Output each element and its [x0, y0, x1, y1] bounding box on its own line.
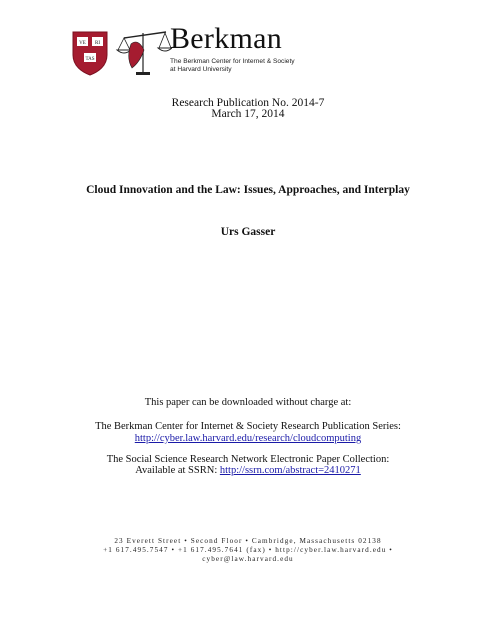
paper-author: Urs Gasser: [220, 226, 276, 238]
footer-email-line: cyber@law.harvard.edu: [202, 555, 294, 563]
harvard-shield-icon: [72, 31, 108, 76]
scales-of-justice-icon: [114, 28, 172, 78]
ssrn-availability: [0, 465, 496, 476]
paper-title: Cloud Innovation and the Law: Issues, Approaches, and Interplay: [86, 184, 410, 196]
download-note: This paper can be downloaded without charge at:: [144, 397, 352, 408]
brand-name: Berkman: [170, 22, 283, 55]
publication-number: Research Publication No. 2014-7: [171, 97, 325, 109]
ssrn-link[interactable]: http://ssrn.com/abstract=2410271: [219, 465, 361, 476]
ssrn-collection-name: The Social Science Research Network Electronic Paper Collection:: [106, 454, 390, 465]
ssrn-prefix: Available at SSRN:: [135, 465, 220, 476]
brand-subtitle-line1: The Berkman Center for Internet & Society: [170, 58, 295, 65]
berkman-logo: [72, 22, 372, 78]
footer-contact-line: +1 617.495.7547 • +1 617.495.7641 (fax) • http://cyber.law.harvard.edu •: [103, 546, 393, 554]
publication-series-name: The Berkman Center for Internet & Society Research Publication Series:: [95, 421, 401, 432]
shield-word-3: TAS: [85, 57, 95, 62]
brand-subtitle-line2: at Harvard University: [170, 66, 232, 73]
publication-date: March 17, 2014: [211, 108, 285, 120]
shield-word-1: VE: [79, 41, 86, 46]
publication-series-link[interactable]: http://cyber.law.harvard.edu/research/cloudcomputing: [134, 433, 362, 444]
footer-address-line: 23 Everett Street • Second Floor • Cambridge, Massachusetts 02138: [114, 537, 382, 545]
shield-word-2: RI: [95, 41, 100, 46]
